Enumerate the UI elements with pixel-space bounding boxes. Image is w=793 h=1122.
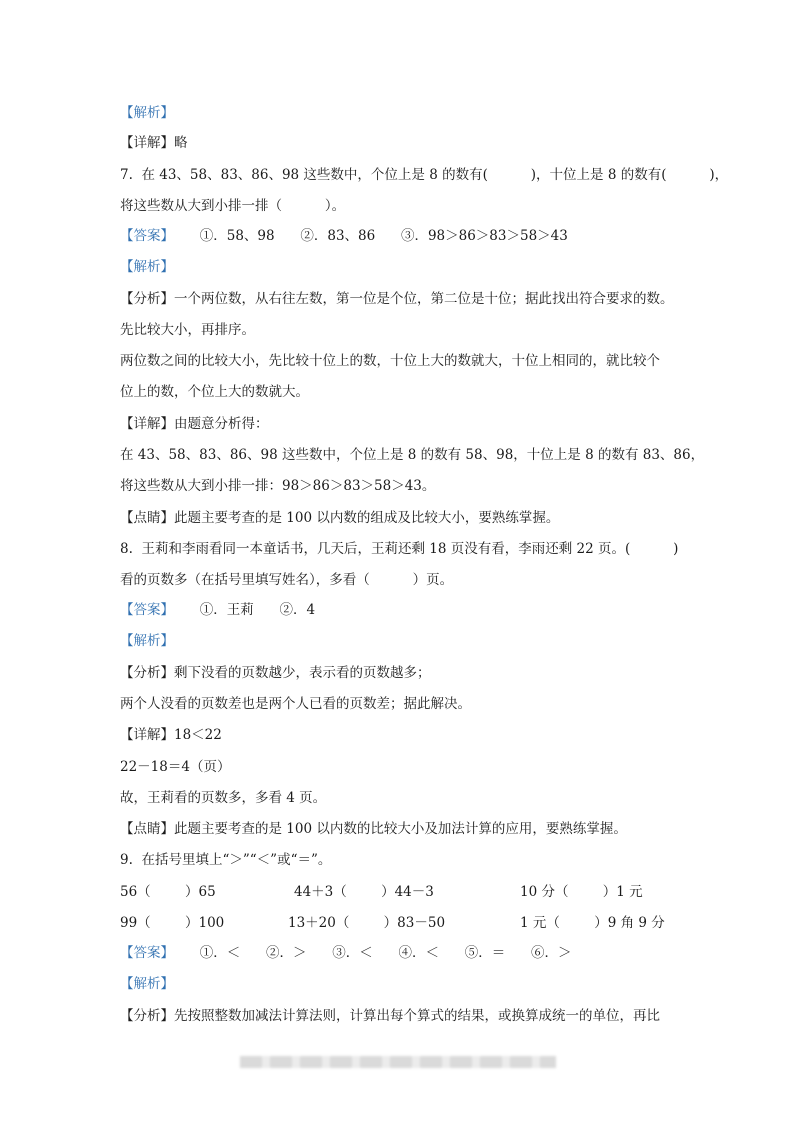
- analysis-7-line-3: 两位数之间的比较大小，先比较十位上的数，十位上大的数就大，十位上相同的，就比较个: [120, 353, 660, 369]
- detail-8-line-3: 故，王莉看的页数多，多看 4 页。: [120, 790, 327, 806]
- question-7-line-2: 将这些数从大到小排一排（ ）。: [120, 198, 346, 214]
- analysis-8-line-1: 【分析】剩下没看的页数越少，表示看的页数越多；: [120, 665, 431, 681]
- question-7-line-1: 7. 在 43、58、83、86、98 这些数中，个位上是 8 的数有( )，十位上是 8 的数有( )，: [120, 167, 729, 183]
- blurred-footer: [240, 1056, 556, 1068]
- question-9: 9. 在括号里填上“＞”“＜”或“＝”。: [120, 852, 332, 868]
- detail-7-line-3: 将这些数从大到小排一排：98＞86＞83＞58＞43。: [120, 478, 436, 494]
- detail-8-line-2: 22－18＝4（页）: [120, 759, 231, 775]
- analysis-heading: 【解析】: [120, 259, 174, 275]
- remark-8: 【点睛】此题主要考查的是 100 以内数的比较大小及加法计算的应用，要熟练掌握。: [120, 821, 627, 837]
- comparison-item: 99（ ）100: [120, 915, 225, 931]
- analysis-8-line-2: 两个人没看的页数差也是两个人已看的页数差；据此解决。: [120, 696, 471, 712]
- analysis-heading: 【解析】: [120, 105, 174, 121]
- answer-7: 【答案】 ①．58、98 ②．83、86 ③．98＞86＞83＞58＞43: [120, 228, 568, 244]
- detail-line: 【详解】略: [120, 135, 188, 151]
- analysis-heading: 【解析】: [120, 976, 174, 992]
- comparison-item: 13＋20（ ）83－50: [288, 915, 446, 931]
- analysis-7-line-1: 【分析】一个两位数，从右往左数，第一位是个位，第二位是十位；据此找出符合要求的数。: [120, 291, 674, 307]
- detail-7-line-1: 【详解】由题意分析得：: [120, 416, 269, 432]
- question-8-line-1: 8. 王莉和李雨看同一本童话书，几天后，王莉还剩 18 页没有看，李雨还剩 22 页。( ): [120, 541, 679, 557]
- answer-9: 【答案】 ①．＜ ②．＞ ③．＜ ④．＜ ⑤．＝ ⑥．＞: [120, 945, 572, 961]
- analysis-7-line-4: 位上的数，个位上大的数就大。: [120, 384, 309, 400]
- detail-7-line-2: 在 43、58、83、86、98 这些数中，个位上是 8 的数有 58、98，十位上是 8 的数有 83、86，: [120, 447, 705, 463]
- detail-8-line-1: 【详解】18＜22: [120, 727, 222, 743]
- analysis-9-line-1: 【分析】先按照整数加减法计算法则，计算出每个算式的结果，或换算成统一的单位，再比: [120, 1008, 660, 1024]
- answer-8: 【答案】 ①．王莉 ②．4: [120, 602, 316, 618]
- comparison-item: 1 元（ ）9 角 9 分: [520, 915, 665, 931]
- analysis-heading: 【解析】: [120, 633, 174, 649]
- comparison-item: 10 分（ ）1 元: [520, 884, 643, 900]
- remark-7: 【点睛】此题主要考查的是 100 以内数的组成及比较大小，要熟练掌握。: [120, 510, 560, 526]
- comparison-item: 56（ ）65: [120, 884, 216, 900]
- comparison-item: 44＋3（ ）44－3: [294, 884, 434, 900]
- analysis-7-line-2: 先比较大小，再排序。: [120, 322, 255, 338]
- question-8-line-2: 看的页数多（在括号里填写姓名），多看（ ）页。: [120, 572, 454, 588]
